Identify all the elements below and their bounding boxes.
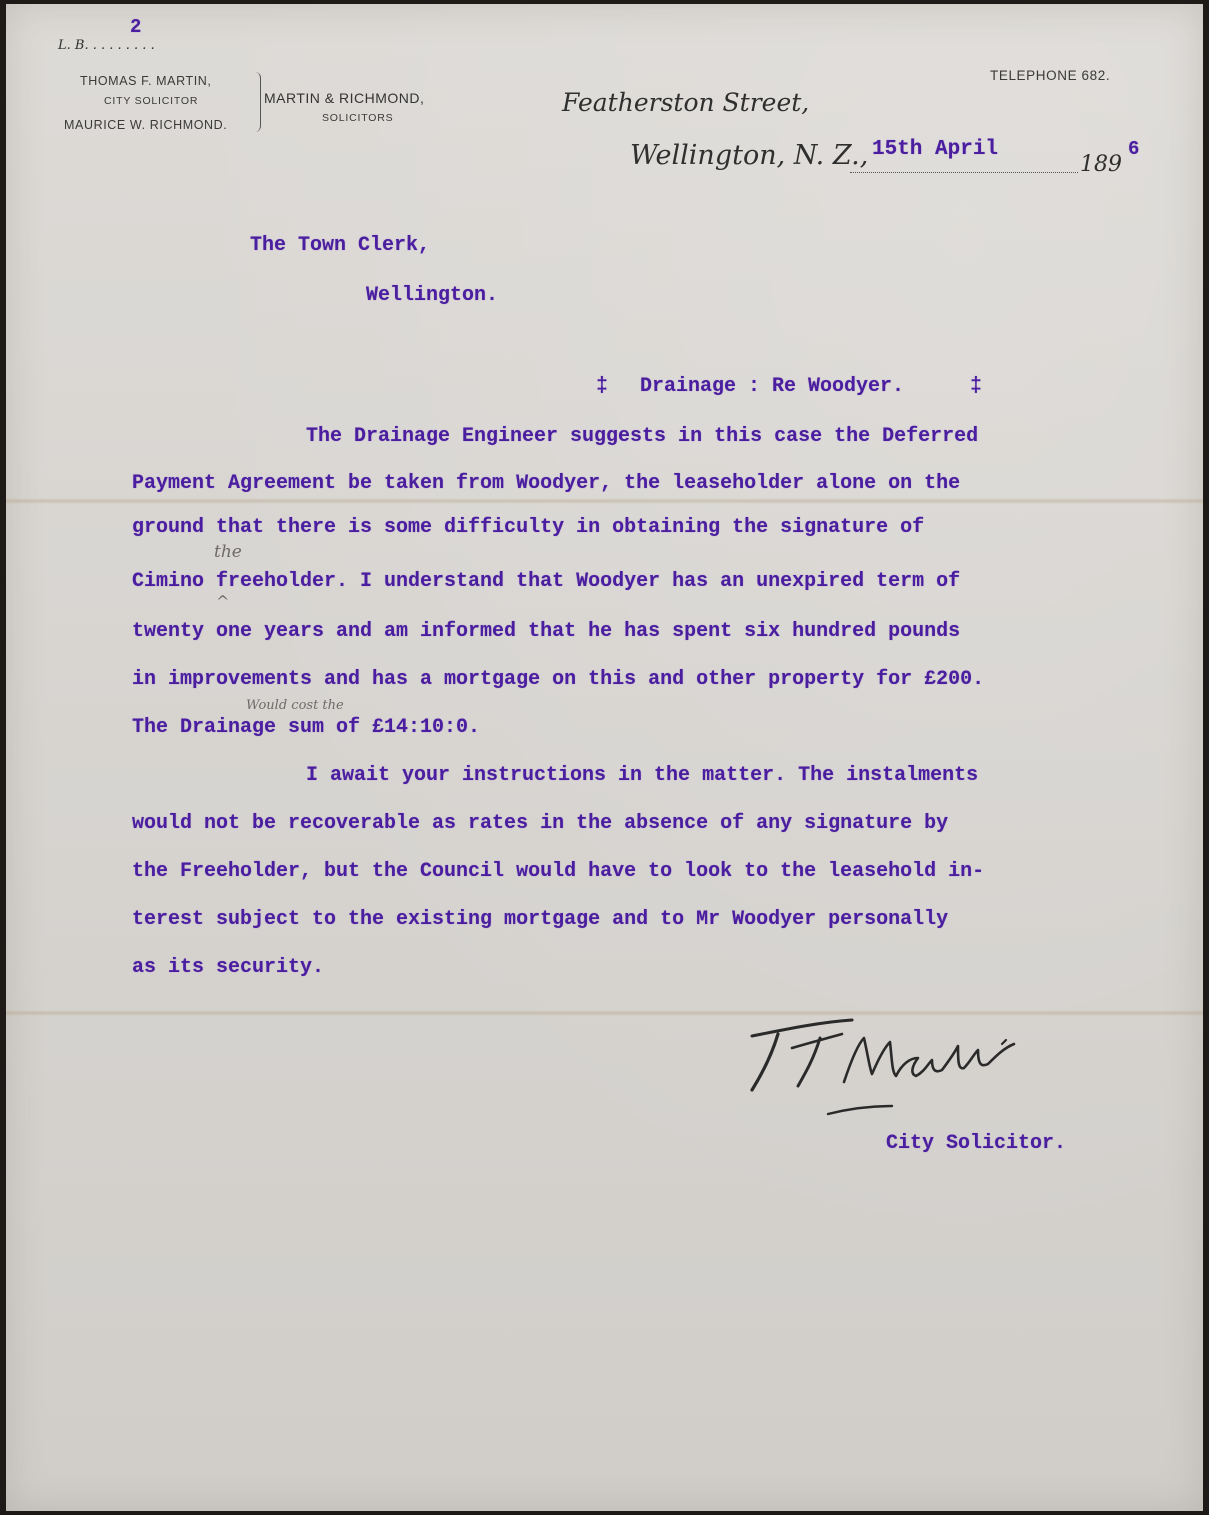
body-line: terest subject to the existing mortgage and to Mr Woodyer personally (132, 908, 949, 931)
date-rule (850, 172, 1078, 173)
body-line: twenty one years and am informed that he has spent six hundred pounds (132, 620, 961, 643)
telephone: TELEPHONE 682. (990, 68, 1111, 83)
brace (254, 72, 261, 132)
body-line: I await your instructions in the matter. The instalments (306, 764, 979, 787)
body-line: ground that there is some difficulty in obtaining the signature of (132, 516, 925, 539)
body-line: The Drainage sum of £14:10:0. (132, 716, 481, 739)
recipient-name: The Town Clerk, (250, 234, 431, 257)
year-typed: 6 (1128, 138, 1140, 160)
would-cost-annotation: Would cost the (246, 698, 344, 713)
page-number: 2 (130, 16, 142, 38)
body-line: as its security. (132, 956, 325, 979)
subject-mark-right: ‡ (970, 375, 983, 398)
firm-role: SOLICITORS (322, 112, 394, 124)
insert-the-annotation: the (214, 542, 242, 562)
signatory-title: City Solicitor. (886, 1132, 1067, 1155)
signature (732, 1004, 1082, 1124)
body-line: Payment Agreement be taken from Woodyer, the leaseholder alone on the (132, 472, 961, 495)
lb-mark: L. B. . . . . . . . . (58, 38, 155, 53)
letter-sheet (6, 4, 1203, 1511)
recipient-city: Wellington. (366, 284, 499, 307)
year-printed: 189 (1080, 152, 1122, 177)
firm-name: MARTIN & RICHMOND, (264, 90, 425, 106)
caret-mark: ^ (216, 592, 230, 611)
body-line: The Drainage Engineer suggests in this case the Deferred (306, 425, 979, 448)
partner-name-martin: THOMAS F. MARTIN, (80, 74, 212, 88)
fold-crease (6, 498, 1203, 504)
body-line: in improvements and has a mortgage on this and other property for £200. (132, 668, 985, 691)
body-line: would not be recoverable as rates in the absence of any signature by (132, 812, 949, 835)
body-line: Cimino freeholder. I understand that Woodyer has an unexpired term of (132, 570, 961, 593)
city-address: Wellington, N. Z., (630, 140, 869, 171)
partner-name-richmond: MAURICE W. RICHMOND. (64, 118, 228, 132)
body-line: the Freeholder, but the Council would have to look to the leasehold in- (132, 860, 985, 883)
partner-title: CITY SOLICITOR (104, 95, 199, 107)
street-address: Featherston Street, (562, 88, 810, 117)
subject-line: Drainage : Re Woodyer. (640, 375, 905, 398)
date: 15th April (872, 138, 999, 161)
subject-mark-left: ‡ (596, 375, 609, 398)
